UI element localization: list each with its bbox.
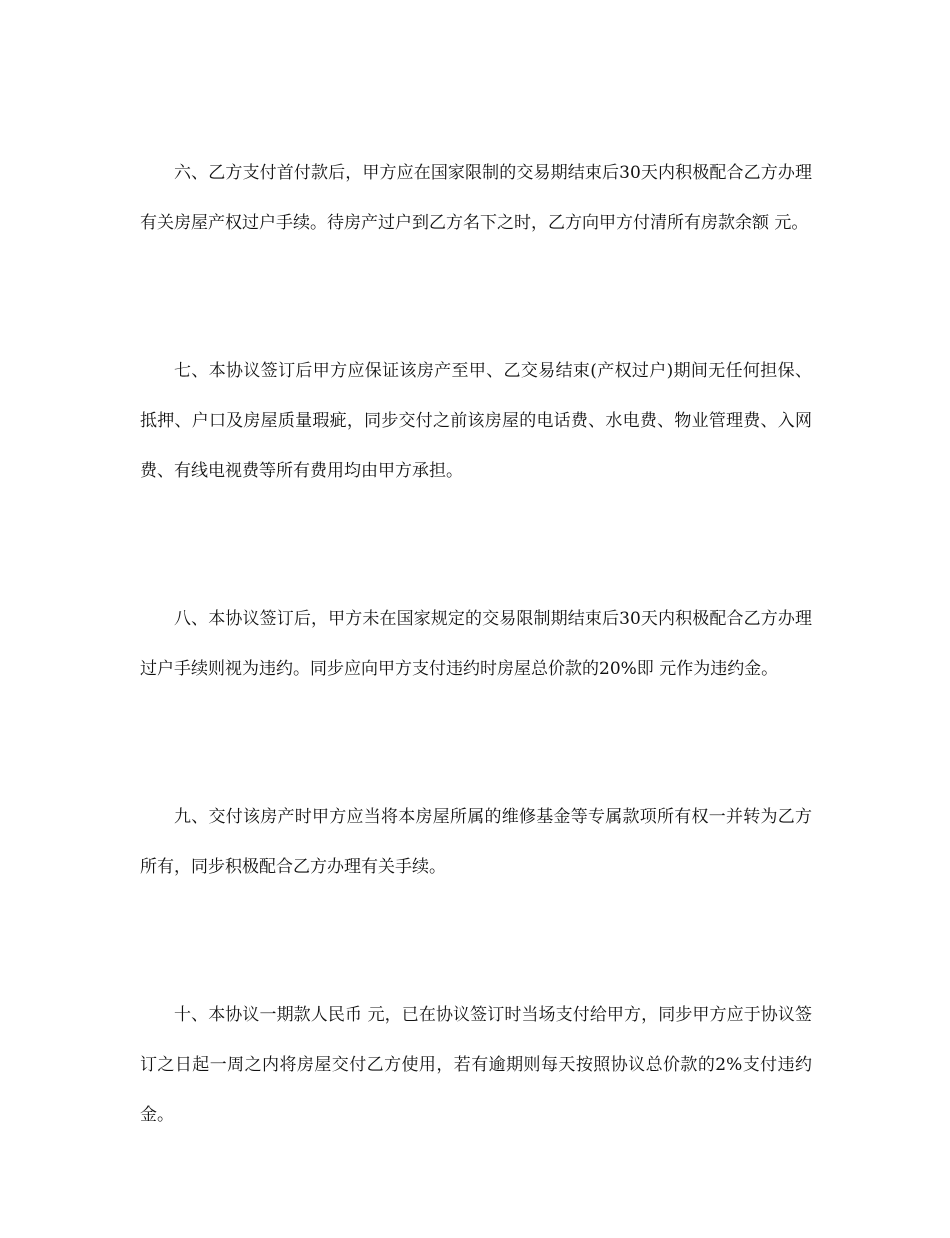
clause-six: 六、乙方支付首付款后，甲方应在国家限制的交易期结束后30天内积极配合乙方办理有关房屋产权过户手续。待房产过户到乙方名下之时，乙方向甲方付清所有房款余额 元。: [140, 163, 812, 233]
clause-nine: 九、交付该房产时甲方应当将本房屋所属的维修基金等专属款项所有权一并转为乙方所有，同步积极配合乙方办理有关手续。: [140, 807, 812, 877]
clause-seven: 七、本协议签订后甲方应保证该房产至甲、乙交易结束(产权过户)期间无任何担保、抵押、户口及房屋质量瑕疵，同步交付之前该房屋的电话费、水电费、物业管理费、入网费、有线电视费等所有费用均由甲方承担。: [140, 361, 812, 481]
clause-eight: 八、本协议签订后，甲方未在国家规定的交易限制期结束后30天内积极配合乙方办理过户手续则视为违约。同步应向甲方支付违约时房屋总价款的20%即 元作为违约金。: [140, 609, 812, 679]
clause-ten: 十、本协议一期款人民币 元，已在协议签订时当场支付给甲方，同步甲方应于协议签订之日起一周之内将房屋交付乙方使用，若有逾期则每天按照协议总价款的2%支付违约金。: [140, 1005, 812, 1125]
document-body: [140, 148, 812, 1238]
